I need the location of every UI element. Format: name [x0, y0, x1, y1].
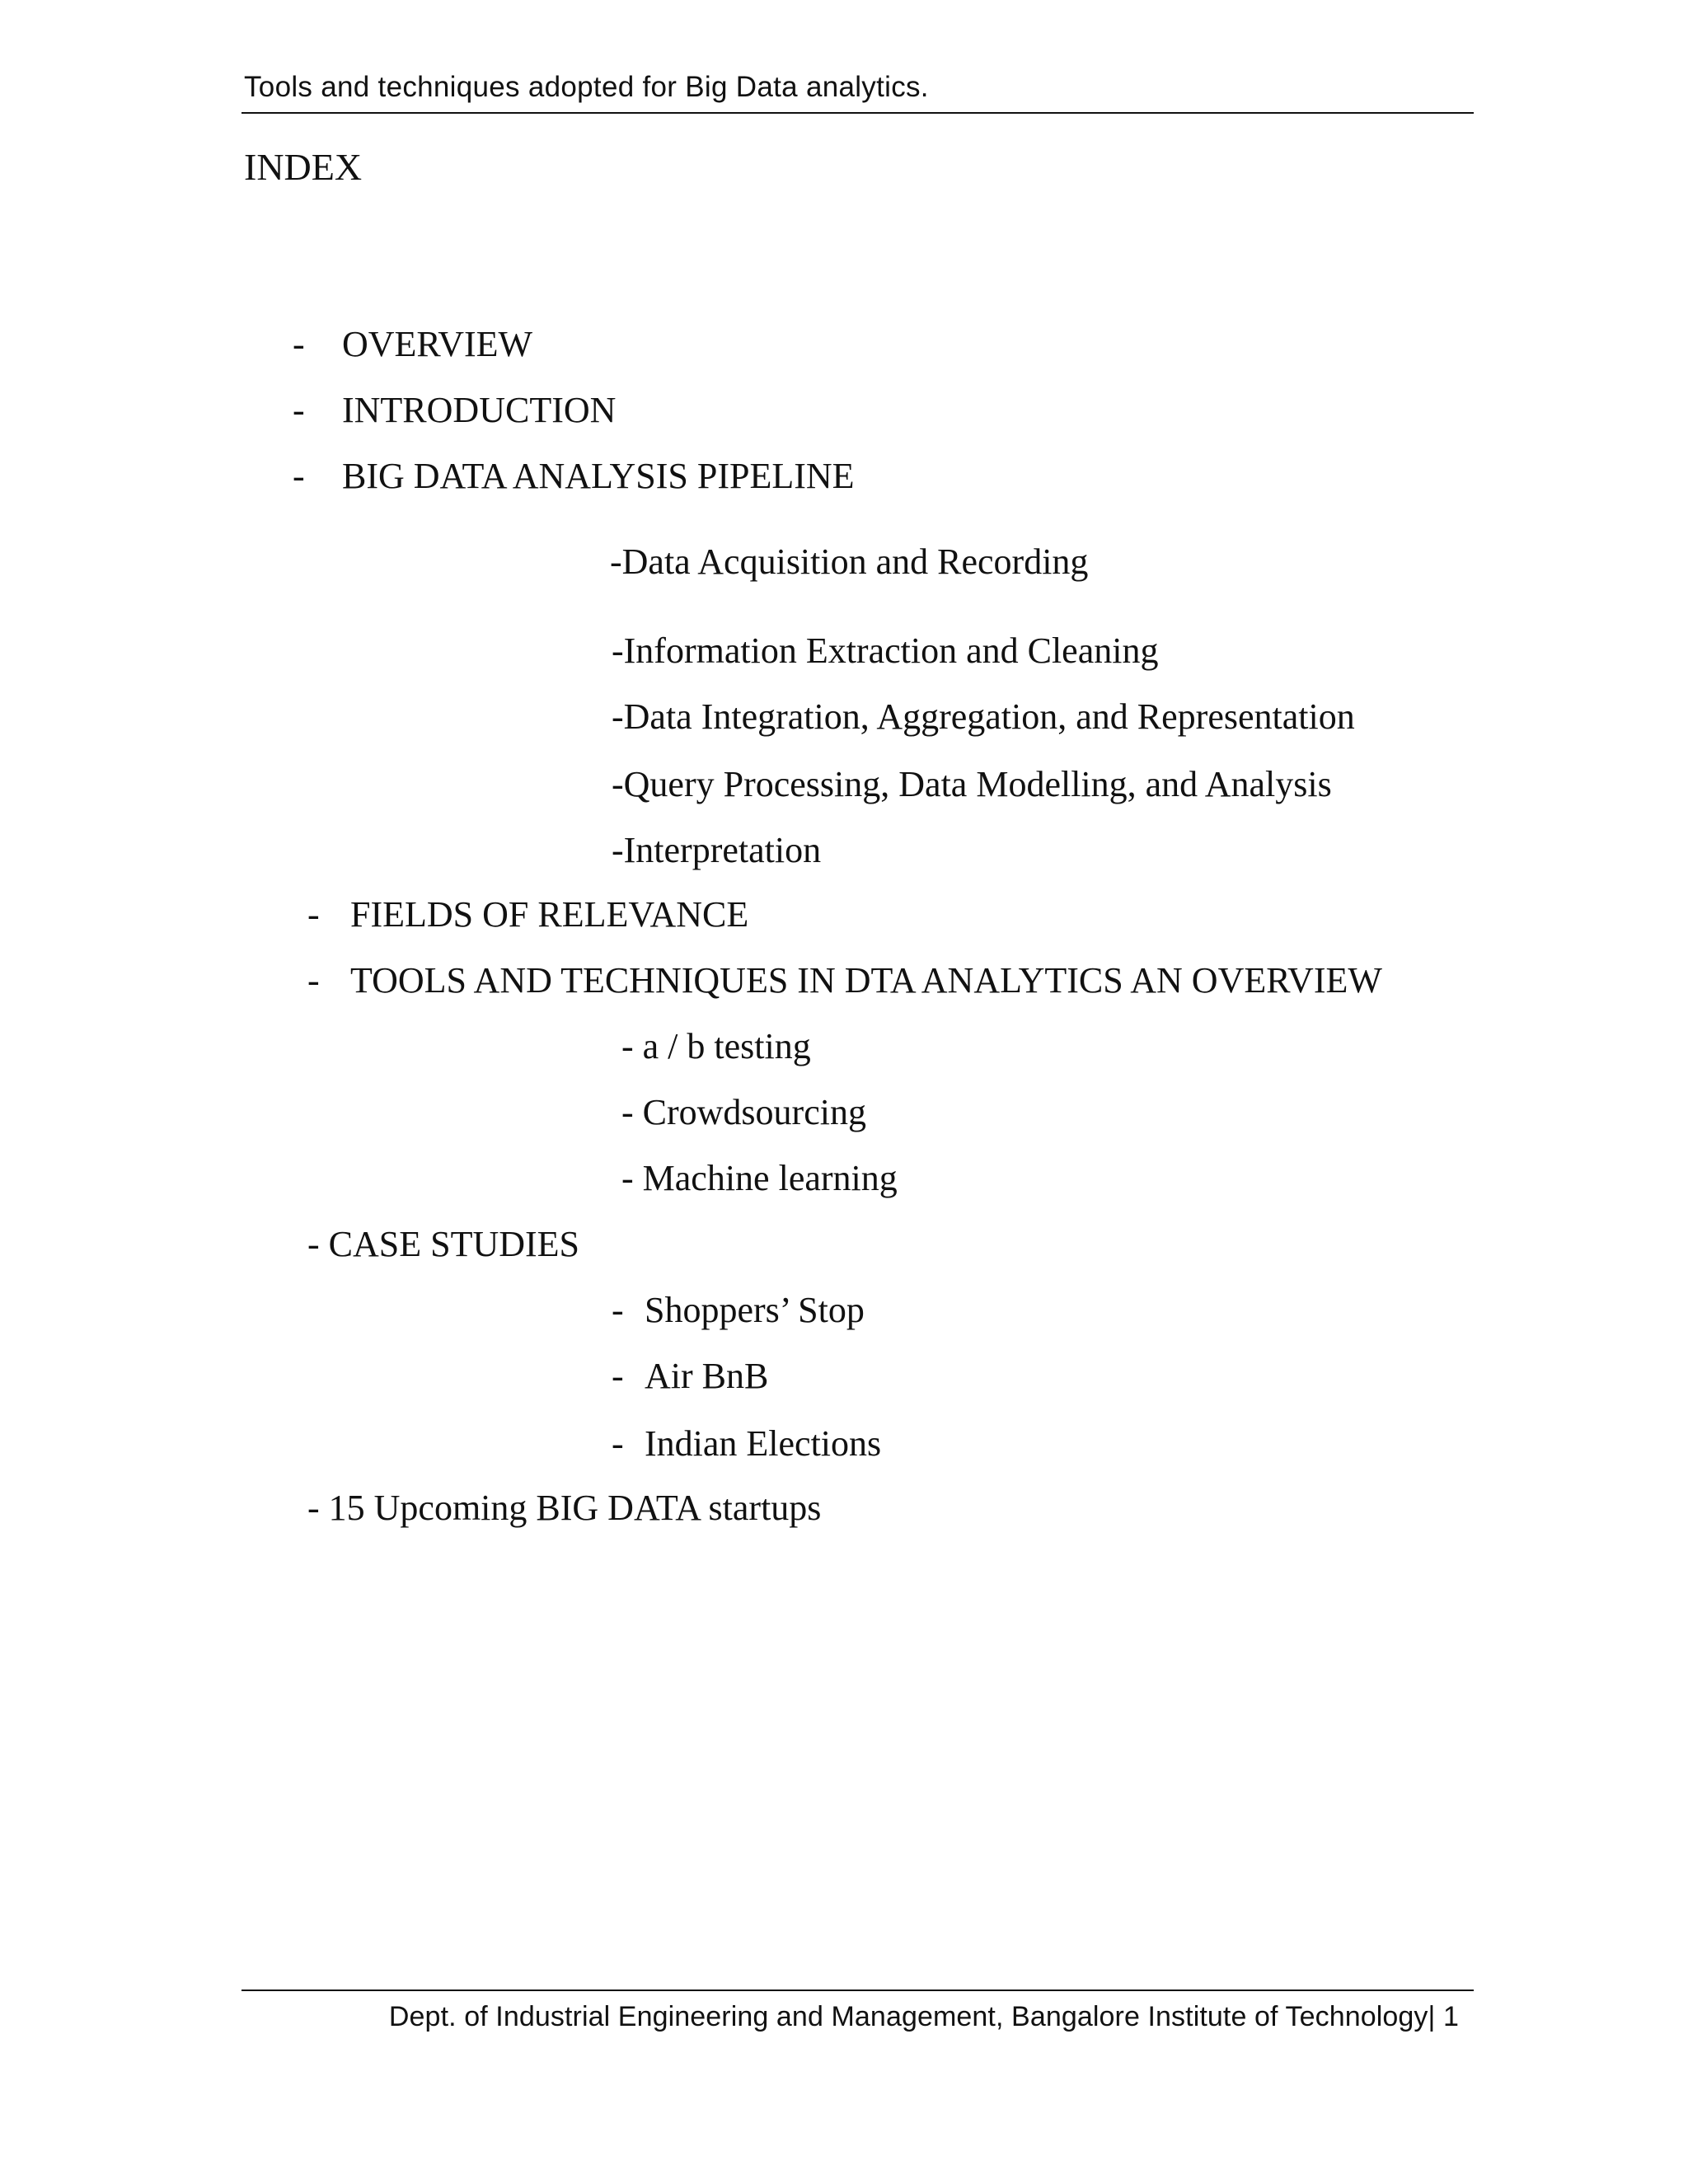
bullet-dash: -: [612, 1423, 624, 1464]
bullet-dash: -: [293, 324, 305, 364]
subitem-data-acquisition: -Data Acquisition and Recording: [610, 541, 1089, 582]
subitem-label: Indian Elections: [645, 1423, 882, 1464]
subitem-information-extraction: -Information Extraction and Cleaning: [612, 630, 1159, 671]
index-item-startups: - 15 Upcoming BIG DATA startups: [307, 1488, 822, 1528]
subitem-label: Shoppers’ Stop: [645, 1290, 865, 1330]
footer-divider: [241, 1990, 1474, 1991]
page-footer: Dept. of Industrial Engineering and Management, Bangalore Institute of Technology| 1: [388, 2001, 1459, 2032]
index-item-label: TOOLS AND TECHNIQUES IN DTA ANALYTICS AN OVERVIEW: [350, 960, 1382, 1001]
bullet-dash: -: [293, 390, 305, 430]
bullet-dash: -: [612, 1290, 624, 1330]
index-heading: INDEX: [244, 146, 363, 188]
subitem-crowdsourcing: - Crowdsourcing: [621, 1092, 866, 1132]
index-item-label: BIG DATA ANALYSIS PIPELINE: [342, 456, 855, 496]
subitem-data-integration: -Data Integration, Aggregation, and Representation: [612, 696, 1355, 737]
subitem-query-processing: -Query Processing, Data Modelling, and Analysis: [612, 764, 1332, 804]
bullet-dash: -: [293, 456, 305, 496]
page-header-title: Tools and techniques adopted for Big Data analytics.: [244, 71, 929, 103]
index-item-case-studies: - CASE STUDIES: [307, 1224, 580, 1264]
index-item-label: OVERVIEW: [342, 324, 533, 364]
subitem-machine-learning: - Machine learning: [621, 1158, 898, 1198]
header-divider: [241, 112, 1474, 114]
bullet-dash: -: [307, 894, 320, 935]
index-item-label: FIELDS OF RELEVANCE: [350, 894, 749, 935]
bullet-dash: -: [307, 960, 320, 1001]
subitem-ab-testing: - a / b testing: [621, 1026, 811, 1066]
bullet-dash: -: [612, 1356, 624, 1396]
subitem-label: Air BnB: [645, 1356, 769, 1396]
subitem-interpretation: -Interpretation: [612, 830, 822, 870]
index-item-label: INTRODUCTION: [342, 390, 617, 430]
